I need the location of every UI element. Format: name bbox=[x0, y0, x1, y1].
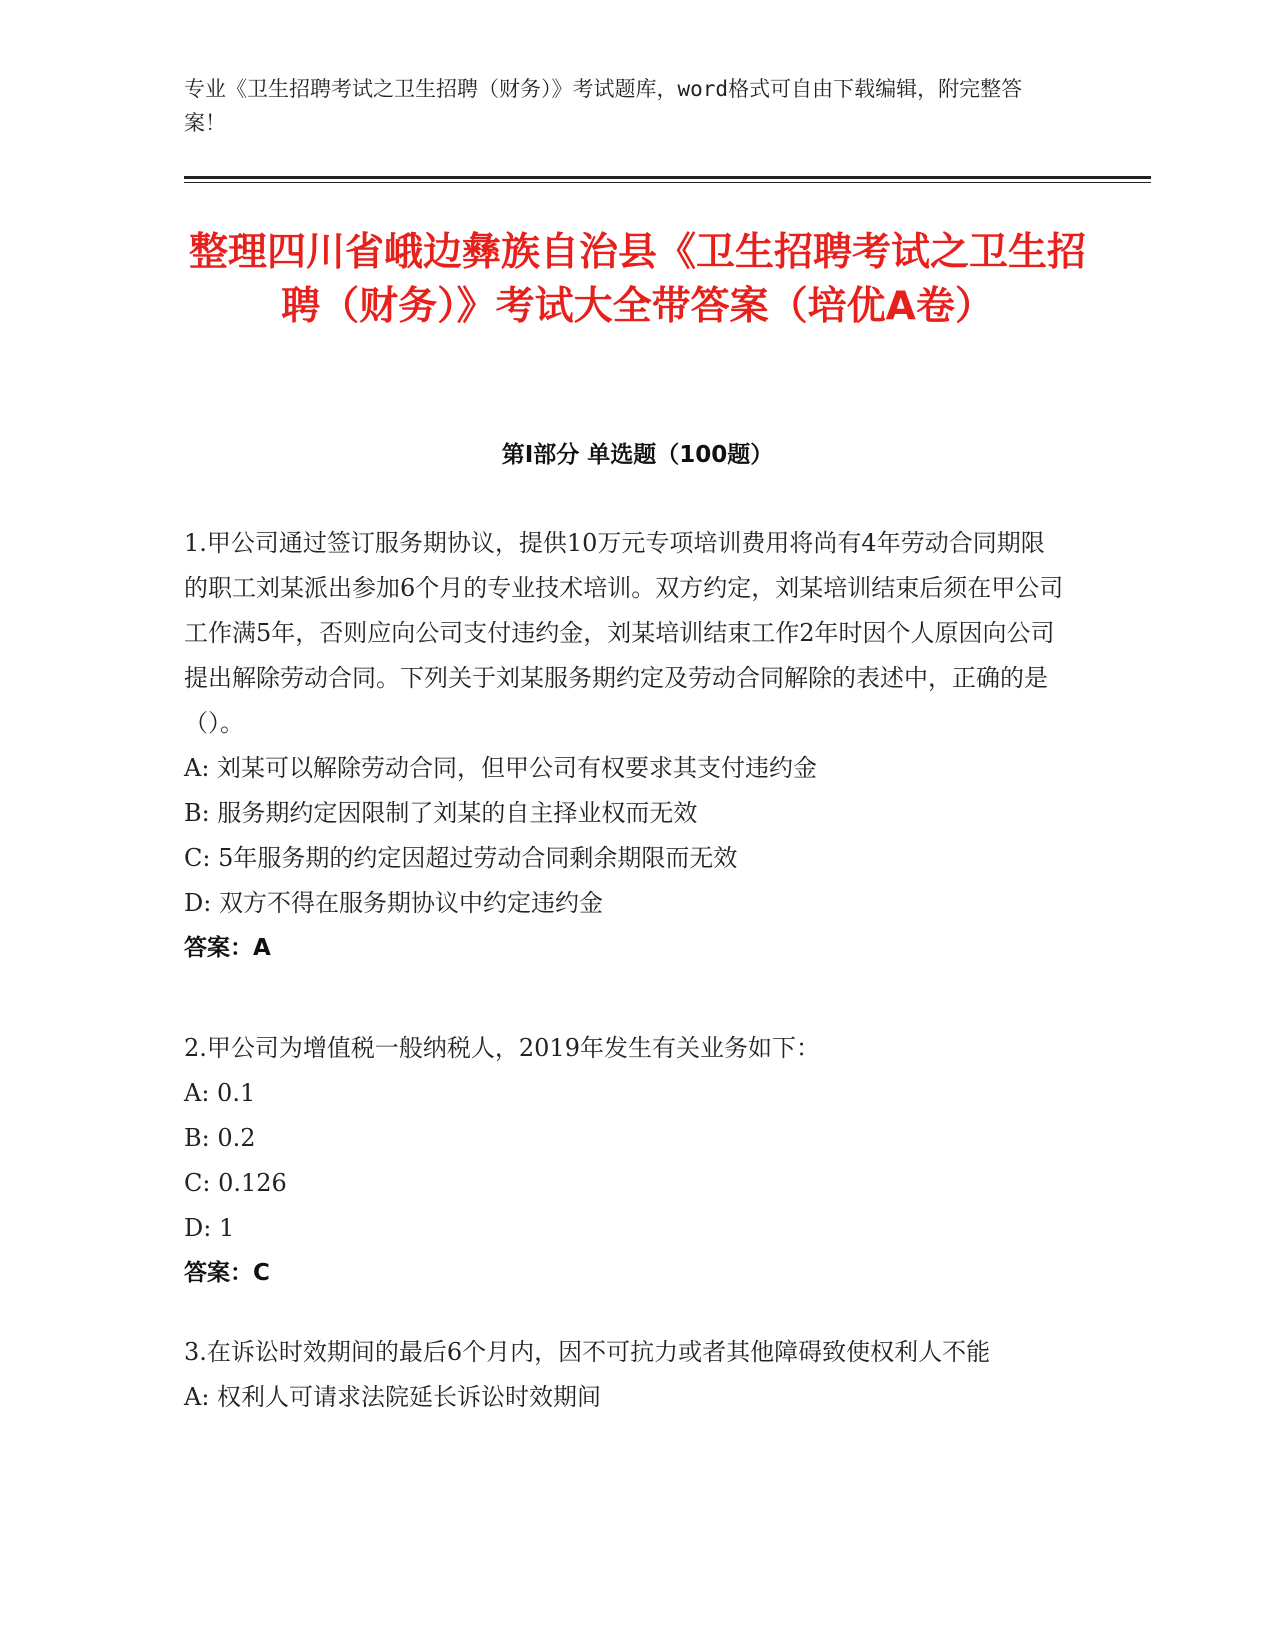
question-2 bbox=[184, 1026, 1064, 1296]
option-b: B: 0.2 bbox=[184, 1124, 256, 1152]
document-title: 整理四川省峨边彝族自治县《卫生招聘考试之卫生招聘（财务）》考试大全带答案（培优A卷） bbox=[188, 230, 1086, 329]
header-divider bbox=[184, 176, 1151, 179]
option-d: D: 1 bbox=[184, 1214, 235, 1242]
question-3 bbox=[184, 1330, 1064, 1420]
answer: 答案：C bbox=[184, 1260, 270, 1286]
answer: 答案：A bbox=[184, 935, 271, 961]
question-stem: 2.甲公司为增值税一般纳税人，2019年发生有关业务如下： bbox=[184, 1034, 820, 1062]
question-1 bbox=[184, 521, 1064, 971]
option-a: A: 0.1 bbox=[184, 1079, 256, 1107]
option-b: B: 服务期约定因限制了刘某的自主择业权而无效 bbox=[184, 799, 698, 827]
header-note: 专业《卫生招聘考试之卫生招聘（财务）》考试题库，word格式可自由下载编辑，附完整答案！ bbox=[184, 77, 1023, 135]
question-stem: 3.在诉讼时效期间的最后6个月内，因不可抗力或者其他障碍致使权利人不能 bbox=[184, 1338, 991, 1366]
question-stem: 1.甲公司通过签订服务期协议，提供10万元专项培训费用将尚有4年劳动合同期限的职工刘某派出参加6个月的专业技术培训。双方约定，刘某培训结束后须在甲公司工作满5年，否则应向公司支付违约金，刘某培训结束工作2年时因个人原因向公司提出解除劳动合同。下列关于刘某服务期约定及劳动合同解除的表述中，正确的是（）。 bbox=[184, 529, 1064, 737]
option-a: A: 刘某可以解除劳动合同，但甲公司有权要求其支付违约金 bbox=[184, 754, 818, 782]
option-c: C: 5年服务期的约定因超过劳动合同剩余期限而无效 bbox=[184, 844, 738, 872]
option-d: D: 双方不得在服务期协议中约定违约金 bbox=[184, 889, 603, 917]
header-divider-thin bbox=[184, 182, 1151, 183]
section-title: 第I部分 单选题（100题） bbox=[501, 442, 774, 468]
option-a: A: 权利人可请求法院延长诉讼时效期间 bbox=[184, 1383, 602, 1411]
option-c: C: 0.126 bbox=[184, 1169, 287, 1197]
